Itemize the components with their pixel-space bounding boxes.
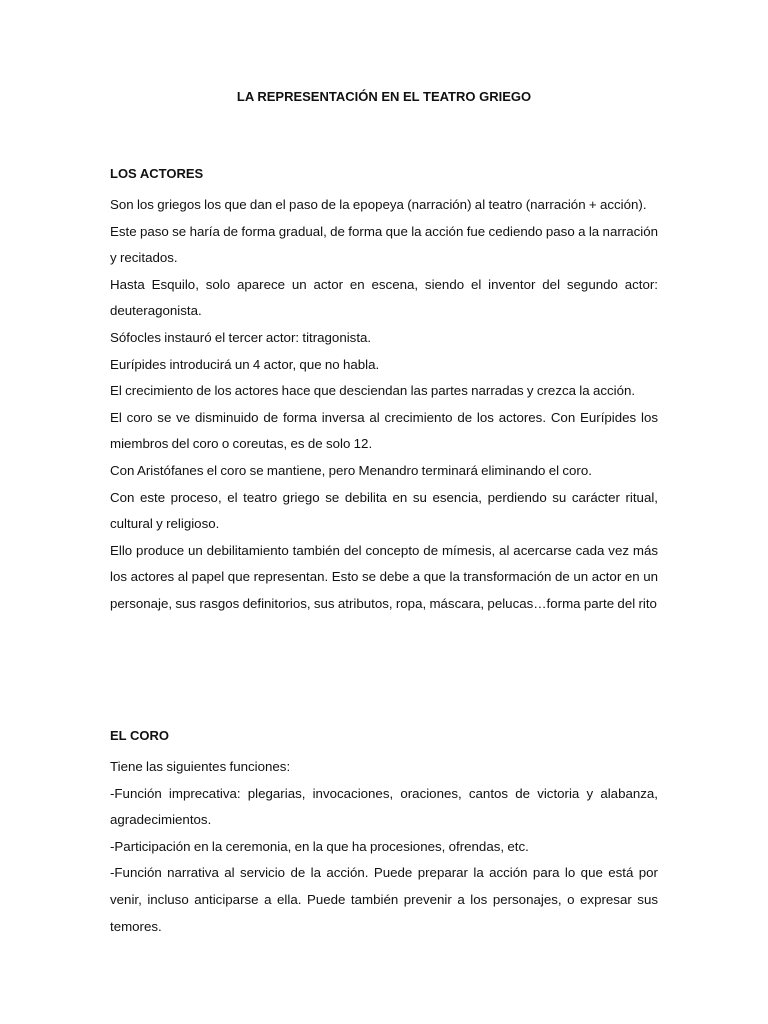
section-el-coro <box>110 727 658 940</box>
paragraph: Este paso se haría de forma gradual, de forma que la acción fue cediendo paso a la narración y recitados. <box>110 223 658 266</box>
paragraph: El crecimiento de los actores hace que desciendan las partes narradas y crezca la acción. <box>110 383 636 399</box>
paragraph: El coro se ve disminuido de forma inversa al crecimiento de los actores. Con Eurípides los miembros del coro o coreutas, es de solo 12. <box>110 409 658 452</box>
paragraph: Tiene las siguientes funciones: <box>110 759 291 774</box>
section-los-actores <box>110 165 658 618</box>
paragraph: Con este proceso, el teatro griego se debilita en su esencia, perdiendo su carácter ritual, cultural y religioso. <box>110 489 658 532</box>
paragraph: Son los griegos los que dan el paso de la epopeya (narración) al teatro (narración + acción). <box>110 197 647 212</box>
paragraph: -Función imprecativa: plegarias, invocaciones, oraciones, cantos de victoria y alabanza, agradecimientos. <box>110 785 658 828</box>
paragraph: Con Aristófanes el coro se mantiene, pero Menandro terminará eliminando el coro. <box>110 462 592 478</box>
paragraph: Sófocles instauró el tercer actor: titragonista. <box>110 329 372 345</box>
section-heading: LOS ACTORES <box>110 166 204 181</box>
document-title: LA REPRESENTACIÓN EN EL TEATRO GRIEGO <box>236 89 532 104</box>
paragraph: -Participación en la ceremonia, en la que ha procesiones, ofrendas, etc. <box>110 838 529 854</box>
paragraph: Ello produce un debilitamiento también del concepto de mímesis, al acercarse cada vez más los actores al papel que representan. Esto se debe a que la transformación de un actor en un personaje, sus rasgos definitorios, sus atributos, ropa, máscara, pelucas…forma parte del rito <box>110 542 658 611</box>
paragraph: Eurípides introducirá un 4 actor, que no habla. <box>110 356 380 372</box>
paragraph: Hasta Esquilo, solo aparece un actor en escena, siendo el inventor del segundo actor: deuteragonista. <box>110 276 658 319</box>
section-heading: EL CORO <box>110 728 169 743</box>
paragraph: -Función narrativa al servicio de la acción. Puede preparar la acción para lo que está por venir, incluso anticiparse a ella. Puede también prevenir a los personajes, o expresar sus temores. <box>110 865 658 934</box>
